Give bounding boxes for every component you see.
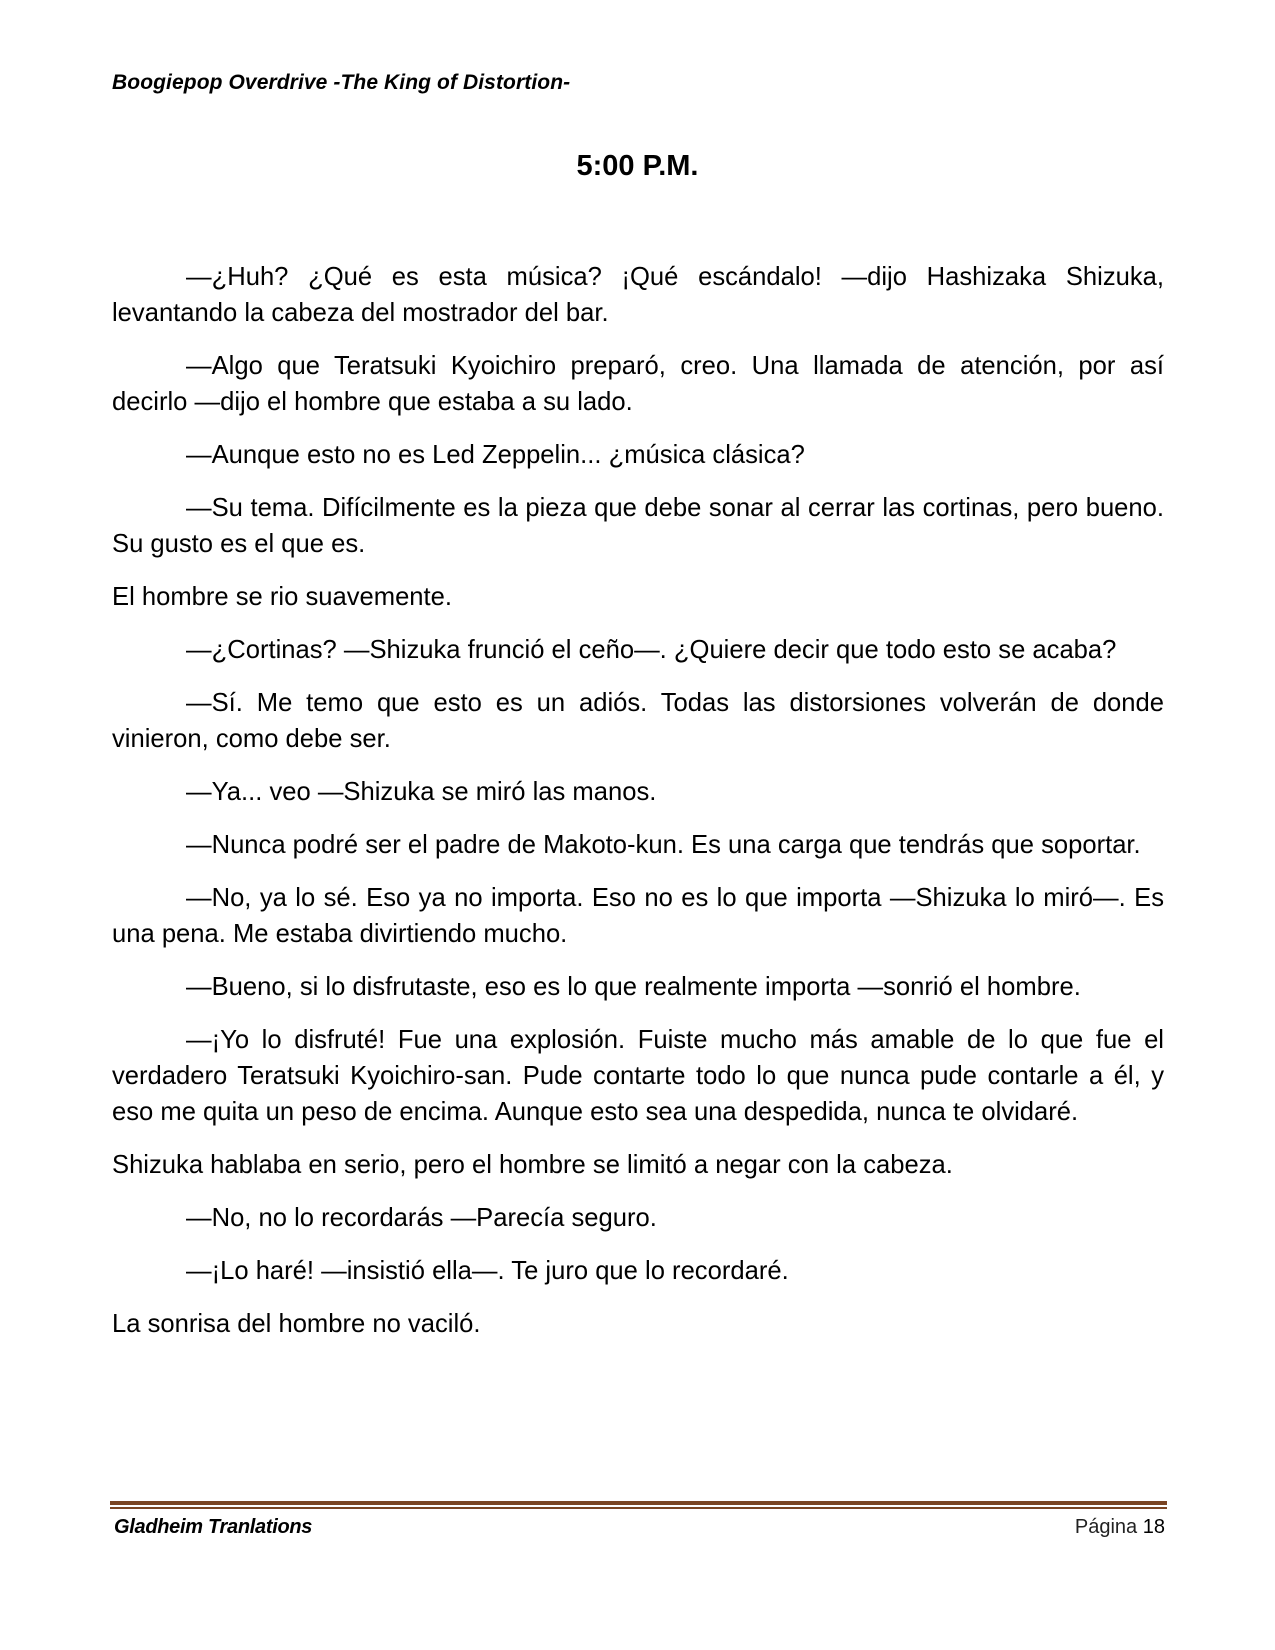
page-number: 18 <box>1142 1516 1165 1538</box>
paragraph: —Bueno, si lo disfrutaste, eso es lo que realmente importa —sonrió el hombre. <box>186 973 1081 1001</box>
paragraph: —¡Yo lo disfruté! Fue una explosión. Fuiste mucho más amable de lo que fue el verdadero Teratsuki Kyoichiro-san. Pude contarte todo lo que nunca pude contarle a él, y eso me quita un peso de encima. Aunque esto sea una despedida, nunca te olvidaré. <box>112 1026 1164 1126</box>
paragraph: —¡Lo haré! —insistió ella—. Te juro que lo recordaré. <box>186 1257 789 1285</box>
footer-divider-thick-line <box>110 1501 1167 1505</box>
paragraph: El hombre se rio suavemente. <box>112 583 452 611</box>
footer-divider-thin-line <box>110 1507 1167 1509</box>
paragraph: —No, ya lo sé. Eso ya no importa. Eso no es lo que importa —Shizuka lo miró—. Es una pena. Me estaba divirtiendo mucho. <box>112 884 1164 948</box>
running-header-book-title: Boogiepop Overdrive -The King of Distortion- <box>112 71 571 94</box>
footer-publisher: Gladheim Tranlations <box>114 1516 313 1538</box>
paragraph: —No, no lo recordarás —Parecía seguro. <box>186 1204 657 1232</box>
paragraph: Shizuka hablaba en serio, pero el hombre se limitó a negar con la cabeza. <box>112 1151 953 1179</box>
paragraph: —Algo que Teratsuki Kyoichiro preparó, creo. Una llamada de atención, por así decirlo —dijo el hombre que estaba a su lado. <box>112 352 1164 416</box>
page-label: Página <box>1074 1516 1138 1538</box>
paragraph: La sonrisa del hombre no vaciló. <box>112 1310 481 1338</box>
paragraph: —¿Cortinas? —Shizuka frunció el ceño—. ¿Quiere decir que todo esto se acaba? <box>186 636 1117 664</box>
body-text <box>112 259 1164 1359</box>
paragraph: —Aunque esto no es Led Zeppelin... ¿música clásica? <box>186 441 805 469</box>
paragraph: —Su tema. Difícilmente es la pieza que debe sonar al cerrar las cortinas, pero bueno. Su gusto es el que es. <box>112 494 1164 558</box>
paragraph: —¿Huh? ¿Qué es esta música? ¡Qué escándalo! —dijo Hashizaka Shizuka, levantando la cabeza del mostrador del bar. <box>112 263 1164 327</box>
footer-page-indicator <box>1075 1516 1165 1539</box>
paragraph: —Sí. Me temo que esto es un adiós. Todas las distorsiones volverán de donde vinieron, como debe ser. <box>112 689 1164 753</box>
chapter-heading: 5:00 P.M. <box>576 150 699 182</box>
paragraph: —Nunca podré ser el padre de Makoto-kun. Es una carga que tendrás que soportar. <box>186 831 1141 859</box>
paragraph: —Ya... veo —Shizuka se miró las manos. <box>186 778 657 806</box>
